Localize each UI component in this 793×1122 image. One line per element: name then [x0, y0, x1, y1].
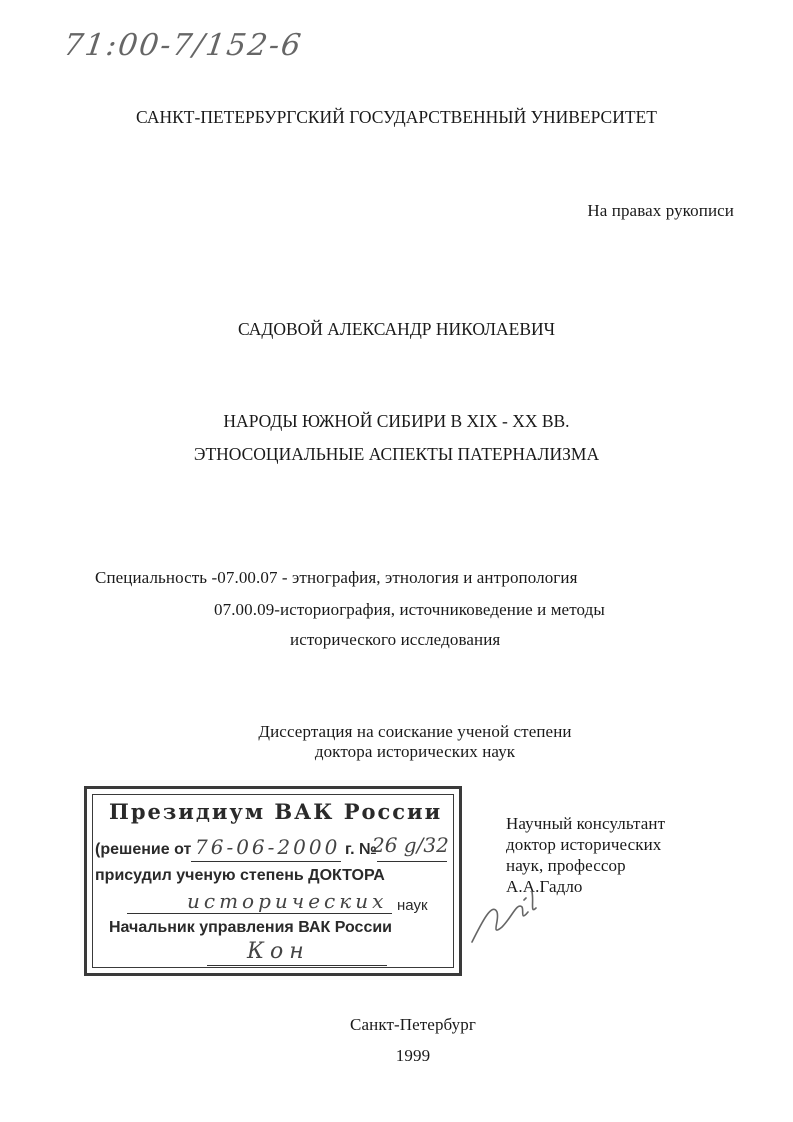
university-name: САНКТ-ПЕТЕРБУРГСКИЙ ГОСУДАРСТВЕННЫЙ УНИВЕРСИТЕТ	[136, 107, 657, 127]
city: Санкт-Петербург	[350, 1015, 476, 1034]
stamp-handwritten-number: 26 g/32	[372, 833, 449, 857]
consultant-signature-icon	[462, 882, 542, 952]
stamp-date-underline	[191, 861, 341, 862]
manuscript-rights: На правах рукописи	[587, 201, 734, 220]
stamp-number-underline	[377, 861, 447, 862]
consultant-line-2: доктор исторических	[506, 835, 662, 854]
stamp-handwritten-signature: Кон	[247, 939, 310, 964]
stamp-header: Президиум ВАК России	[109, 799, 443, 824]
stamp-signature-underline	[207, 965, 387, 966]
consultant-line-4: А.А.Гадло	[506, 877, 583, 896]
consultant-line-3: наук, профессор	[506, 856, 626, 875]
archive-number: 71:00-7/152-6	[61, 28, 305, 63]
stamp-decision-g: г. №	[345, 841, 377, 858]
dissertation-line-2: доктора исторических наук	[314, 742, 516, 761]
year: 1999	[395, 1046, 431, 1065]
consultant-line-1: Научный консультант	[506, 814, 666, 833]
dissertation-line-1: Диссертация на соискание ученой степени	[258, 722, 572, 741]
specialty-line-1: Специальность -07.00.07 - этнография, этнология и антропология	[95, 568, 578, 587]
stamp-handwritten-field: исторических	[187, 889, 388, 913]
title-line-2: ЭТНОСОЦИАЛЬНЫЕ АСПЕКТЫ ПАТЕРНАЛИЗМА	[193, 444, 600, 464]
stamp-handwritten-date: 76-06-2000	[195, 835, 341, 859]
stamp-decision-label: (решение от	[95, 841, 192, 858]
stamp-award-line: присудил ученую степень ДОКТОРА	[95, 867, 385, 884]
author-name: САДОВОЙ АЛЕКСАНДР НИКОЛАЕВИЧ	[237, 319, 556, 339]
title-line-1: НАРОДЫ ЮЖНОЙ СИБИРИ В XIX - XX ВВ.	[223, 411, 570, 431]
vak-stamp	[84, 786, 462, 976]
specialty-line-3: исторического исследования	[290, 630, 501, 649]
stamp-field-underline	[127, 913, 392, 914]
stamp-head-line: Начальник управления ВАК России	[109, 919, 393, 936]
specialty-line-2: 07.00.09-историография, источниковедение и методы	[214, 600, 605, 619]
stamp-sciences-label: наук	[397, 897, 428, 914]
